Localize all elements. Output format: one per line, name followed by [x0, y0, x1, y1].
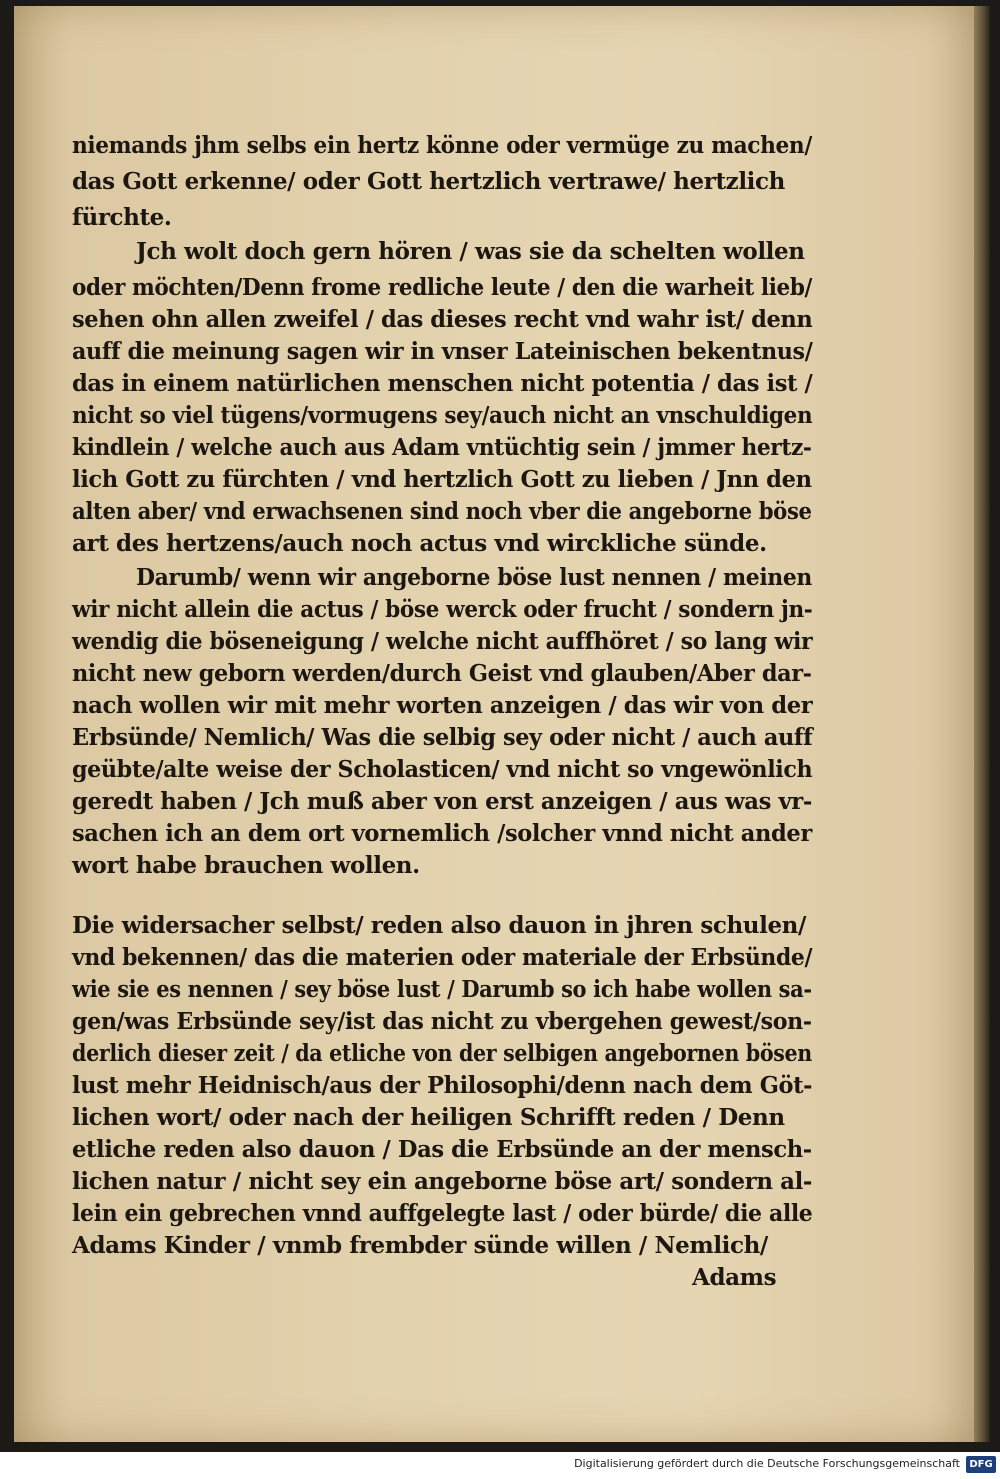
text-line: auff die meinung sagen wir in vnser Lateinischen bekentnus/	[72, 338, 813, 365]
text-line: sachen ich an dem ort vornemlich /solcher vnnd nicht ander	[72, 820, 812, 847]
text-line: nach wollen wir mit mehr worten anzeigen / das wir von der	[72, 692, 813, 719]
text-line: nicht so viel tügens/vormugens sey/auch nicht an vnschuldigen	[72, 402, 813, 429]
text-line: lich Gott zu fürchten / vnd hertzlich Gott zu lieben / Jnn den	[72, 466, 812, 493]
text-line: wir nicht allein die actus / böse werck oder frucht / sondern jn-	[72, 596, 813, 623]
text-line: lichen natur / nicht sey ein angeborne böse art/ sondern al-	[72, 1168, 813, 1195]
text-line: wendig die böseneigung / welche nicht auffhöret / so lang wir	[72, 628, 813, 655]
text-line: wie sie es nennen / sey böse lust / Darumb so ich habe wollen sa-	[72, 976, 812, 1003]
text-line: niemands jhm selbs ein hertz könne oder vermüge zu machen/	[72, 132, 812, 159]
text-line: geredt haben / Jch muß aber von erst anzeigen / aus was vr-	[72, 788, 812, 815]
text-line: Darumb/ wenn wir angeborne böse lust nennen / meinen	[136, 564, 812, 591]
text-line: Die widersacher selbst/ reden also dauon in jhren schulen/	[72, 912, 807, 939]
text-line: Adams Kinder / vnmb frembder sünde willen / Nemlich/	[72, 1232, 768, 1259]
text-line: lein ein gebrechen vnnd auffgelegte last / oder bürde/ die alle	[72, 1200, 813, 1227]
book-page	[14, 6, 974, 1442]
footer-bar	[0, 1452, 1000, 1479]
funding-credit: Digitalisierung gefördert durch die Deutsche Forschungsgemeinschaft	[574, 1457, 960, 1470]
text-line: lust mehr Heidnisch/aus der Philosophi/denn nach dem Göt-	[72, 1072, 812, 1099]
text-line: derlich dieser zeit / da etliche von der selbigen angebornen bösen	[72, 1040, 812, 1067]
text-line: lichen wort/ oder nach der heiligen Schrifft reden / Denn	[72, 1104, 785, 1131]
text-line: fürchte.	[72, 204, 172, 231]
text-line: gen/was Erbsünde sey/ist das nicht zu vbergehen gewest/son-	[72, 1008, 812, 1035]
text-line: Jch wolt doch gern hören / was sie da schelten wollen	[136, 238, 805, 265]
text-line: vnd bekennen/ das die materien oder materiale der Erbsünde/	[72, 944, 813, 971]
text-line: kindlein / welche auch aus Adam vntüchtig sein / jmmer hertz-	[72, 434, 812, 461]
text-line: art des hertzens/auch noch actus vnd wirckliche sünde.	[72, 530, 767, 557]
text-line: geübte/alte weise der Scholasticen/ vnd nicht so vngewönlich	[72, 756, 813, 783]
text-line: alten aber/ vnd erwachsenen sind noch vber die angeborne böse	[72, 498, 812, 525]
dfg-logo-icon: DFG	[966, 1456, 996, 1473]
page-edge-shadow	[974, 6, 990, 1442]
text-line: oder möchten/Denn frome redliche leute / den die warheit lieb/	[72, 274, 813, 301]
text-line: das Gott erkenne/ oder Gott hertzlich vertrawe/ hertzlich	[72, 168, 785, 195]
text-line: etliche reden also dauon / Das die Erbsünde an der mensch-	[72, 1136, 812, 1163]
text-line: sehen ohn allen zweifel / das dieses recht vnd wahr ist/ denn	[72, 306, 813, 333]
text-line: Erbsünde/ Nemlich/ Was die selbig sey oder nicht / auch auff	[72, 724, 813, 751]
text-line: das in einem natürlichen menschen nicht potentia / das ist /	[72, 370, 813, 397]
text-line: nicht new geborn werden/durch Geist vnd glauben/Aber dar-	[72, 660, 812, 687]
catchword: Adams	[692, 1264, 777, 1291]
text-line: wort habe brauchen wollen.	[72, 852, 420, 879]
